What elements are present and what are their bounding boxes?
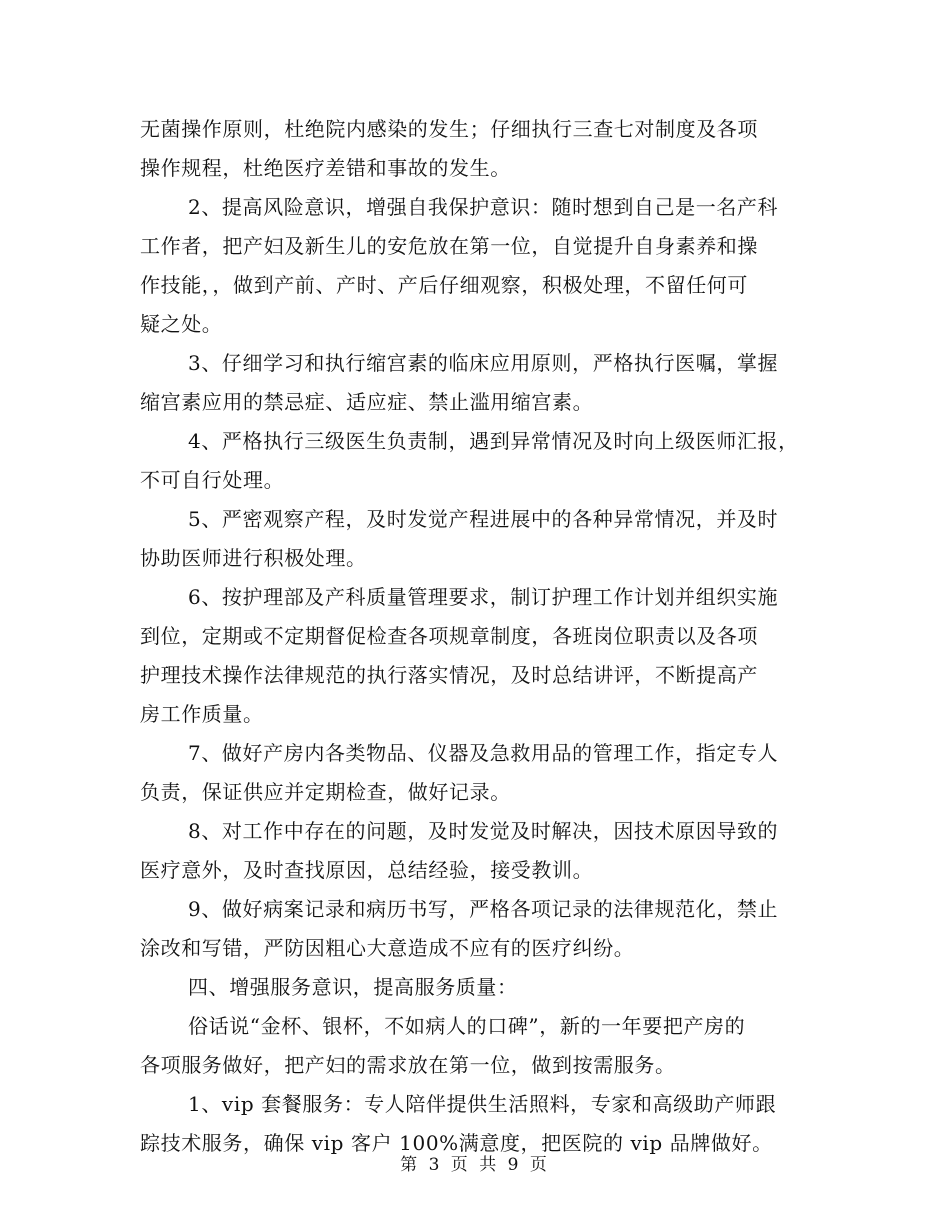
text-line: 涂改和写错，严防因粗心大意造成不应有的医疗纠纷。 [140, 936, 635, 960]
text-line: 四、增强服务意识，提高服务质量： [188, 975, 518, 999]
text-line: 作技能，，做到产前、产时、产后仔细观察，积极处理，不留任何可 [140, 273, 748, 297]
text-line: 操作规程，杜绝医疗差错和事故的发生。 [140, 156, 511, 180]
text-line: 缩宫素应用的禁忌症、适应症、禁止滥用缩宫素。 [140, 390, 594, 414]
text-line: 4、严格执行三级医生负责制，遇到异常情况及时向上级医师汇报， [188, 429, 799, 453]
text-line: 3、仔细学习和执行缩宫素的临床应用原则，严格执行医嘱，掌握 [188, 351, 779, 375]
text-line: 8、对工作中存在的问题，及时发觉及时解决，因技术原因导致的 [188, 819, 779, 843]
text-line: 疑之处。 [140, 312, 223, 336]
text-line: 到位，定期或不定期督促检查各项规章制度，各班岗位职责以及各项 [140, 624, 758, 648]
page-footer: 第 3 页 共 9 页 [400, 1155, 550, 1175]
text-line: 不可自行处理。 [140, 468, 285, 492]
text-line: 6、按护理部及产科质量管理要求，制订护理工作计划并组织实施 [188, 585, 779, 609]
text-line: 俗话说“金杯、银杯，不如病人的口碑”，新的一年要把产房的 [188, 1014, 746, 1038]
text-line: 5、严密观察产程，及时发觉产程进展中的各种异常情况，并及时 [188, 507, 779, 531]
text-line: 踪技术服务，确保 vip 客户 100%满意度，把医院的 vip 品牌做好。 [140, 1131, 773, 1155]
text-line: 医疗意外，及时查找原因，总结经验，接受教训。 [140, 858, 594, 882]
text-line: 7、做好产房内各类物品、仪器及急救用品的管理工作，指定专人 [188, 741, 779, 765]
text-line: 工作者，把产妇及新生儿的安危放在第一位，自觉提升自身素养和操 [140, 234, 758, 258]
text-line: 1、vip 套餐服务：专人陪伴提供生活照料，专家和高级助产师跟 [188, 1092, 777, 1116]
text-line: 各项服务做好，把产妇的需求放在第一位，做到按需服务。 [140, 1053, 676, 1077]
text-line: 房工作质量。 [140, 702, 264, 726]
text-line: 无菌操作原则，杜绝院内感染的发生；仔细执行三查七对制度及各项 [140, 117, 758, 141]
text-line: 2、提高风险意识，增强自我保护意识：随时想到自己是一名产科 [188, 195, 779, 219]
document-body [140, 110, 820, 1163]
text-line: 9、做好病案记录和病历书写，严格各项记录的法律规范化，禁止 [188, 897, 779, 921]
text-line: 负责，保证供应并定期检查，做好记录。 [140, 780, 511, 804]
text-line: 护理技术操作法律规范的执行落实情况，及时总结讲评，不断提高产 [140, 663, 758, 687]
text-line: 协助医师进行积极处理。 [140, 546, 367, 570]
